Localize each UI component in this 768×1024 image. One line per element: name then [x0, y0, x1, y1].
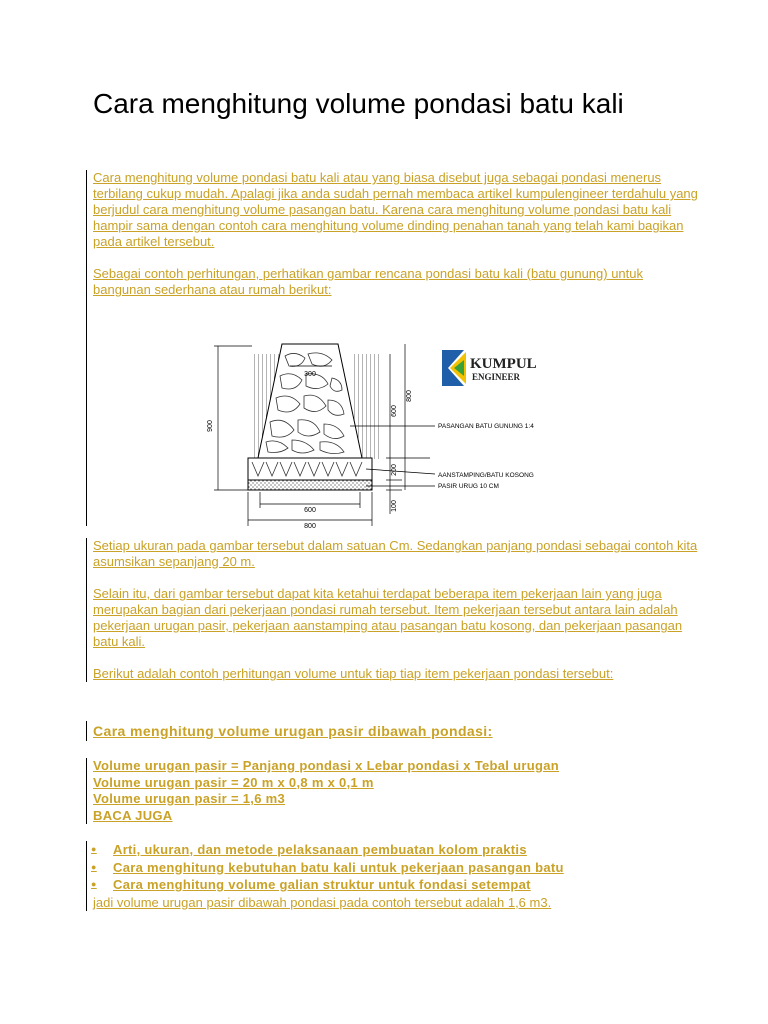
related-link[interactable]: [91, 841, 701, 859]
bullet-icon: ●: [91, 844, 97, 854]
sand-layer: [248, 480, 372, 490]
related-link[interactable]: [91, 876, 701, 894]
label-aanstamping: AANSTAMPING/BATU KOSONG: [438, 472, 534, 479]
related-link-label[interactable]: Arti, ukuran, dan metode pelaksanaan pembuatan kolom praktis: [113, 842, 527, 857]
related-link-label[interactable]: Cara menghitung kebutuhan batu kali untuk pekerjaan pasangan batu: [113, 859, 564, 875]
label-pasangan: PASANGAN BATU GUNUNG 1:4: [438, 423, 534, 430]
body-paragraph-1[interactable]: Setiap ukuran pada gambar tersebut dalam satuan Cm. Sedangkan panjang pondasi sebagai contoh kita asumsikan sepanjang 20 m.: [93, 538, 698, 569]
related-link[interactable]: [91, 859, 701, 877]
related-link-label[interactable]: Cara menghitung volume galian struktur untuk fondasi setempat: [113, 877, 531, 892]
body-text-block: [86, 538, 703, 682]
formula-line-1[interactable]: Volume urugan pasir = Panjang pondasi x Lebar pondasi x Tebal urugan: [93, 758, 559, 773]
bullet-icon: ●: [91, 879, 97, 889]
dim-height-aanstamping: 200: [391, 464, 398, 476]
closing-sentence[interactable]: jadi volume urugan pasir dibawah pondasi pada contoh tersebut adalah 1,6 m3.: [93, 894, 552, 910]
bullet-icon: ●: [91, 861, 97, 872]
formula-line-3[interactable]: Volume urugan pasir = 1,6 m3: [93, 791, 286, 806]
intro-paragraph-2[interactable]: Sebagai contoh perhitungan, perhatikan gambar rencana pondasi batu kali (batu gunung) untuk bangunan sederhana atau rumah berikut:: [93, 266, 644, 297]
section-heading[interactable]: Cara menghitung volume urugan pasir dibawah pondasi:: [86, 721, 703, 741]
label-pasir: PASIR URUG 10 CM: [438, 483, 499, 490]
body-paragraph-2[interactable]: Selain itu, dari gambar tersebut dapat kita ketahui terdapat beberapa item pekerjaan lain yang juga merupakan bagian dari pekerjaan pondasi rumah tersebut. Item pekerjaan tersebut antara lain adalah pekerjaan urugan pasir, pekerjaan aanstamping atau pasangan batu kosong, dan pekerjaan pasangan batu kali.: [93, 586, 683, 649]
dim-height-right-top: 600: [391, 405, 398, 417]
dim-base-width: 600: [304, 507, 316, 514]
formula-block: [86, 758, 703, 824]
dim-top-width: 300: [304, 371, 316, 378]
logo-text-line2: ENGINEER: [472, 372, 521, 382]
kumpulengineer-logo: [440, 346, 560, 390]
dim-height-right-total: 800: [406, 390, 413, 402]
body-paragraph-3[interactable]: Berikut adalah contoh perhitungan volume untuk tiap tiap item pekerjaan pondasi tersebut:: [93, 666, 614, 681]
related-articles-list: [86, 841, 701, 911]
page-title: Cara menghitung volume pondasi batu kali: [93, 88, 624, 119]
dim-bottom-width: 800: [304, 523, 316, 530]
logo-text-line1: KUMPUL: [470, 356, 537, 372]
baca-juga-label[interactable]: BACA JUGA: [93, 807, 173, 823]
dim-height-left: 900: [207, 420, 214, 432]
formula-line-2[interactable]: Volume urugan pasir = 20 m x 0,8 m x 0,1 m: [93, 774, 374, 790]
dim-height-pasir: 100: [391, 500, 398, 512]
intro-paragraph-1[interactable]: Cara menghitung volume pondasi batu kali atau yang biasa disebut juga sebagai pondasi menerus terbilang cukup mudah. Apalagi jika anda sudah pernah membaca artikel kumpulengineer terdahulu yang berjudul cara menghitung volume pasangan batu. Karena cara menghitung volume pondasi batu kali hampir sama dengan contoh cara menghitung volume dinding penahan tanah yang telah kami bagikan pada artikel tersebut.: [93, 170, 698, 249]
